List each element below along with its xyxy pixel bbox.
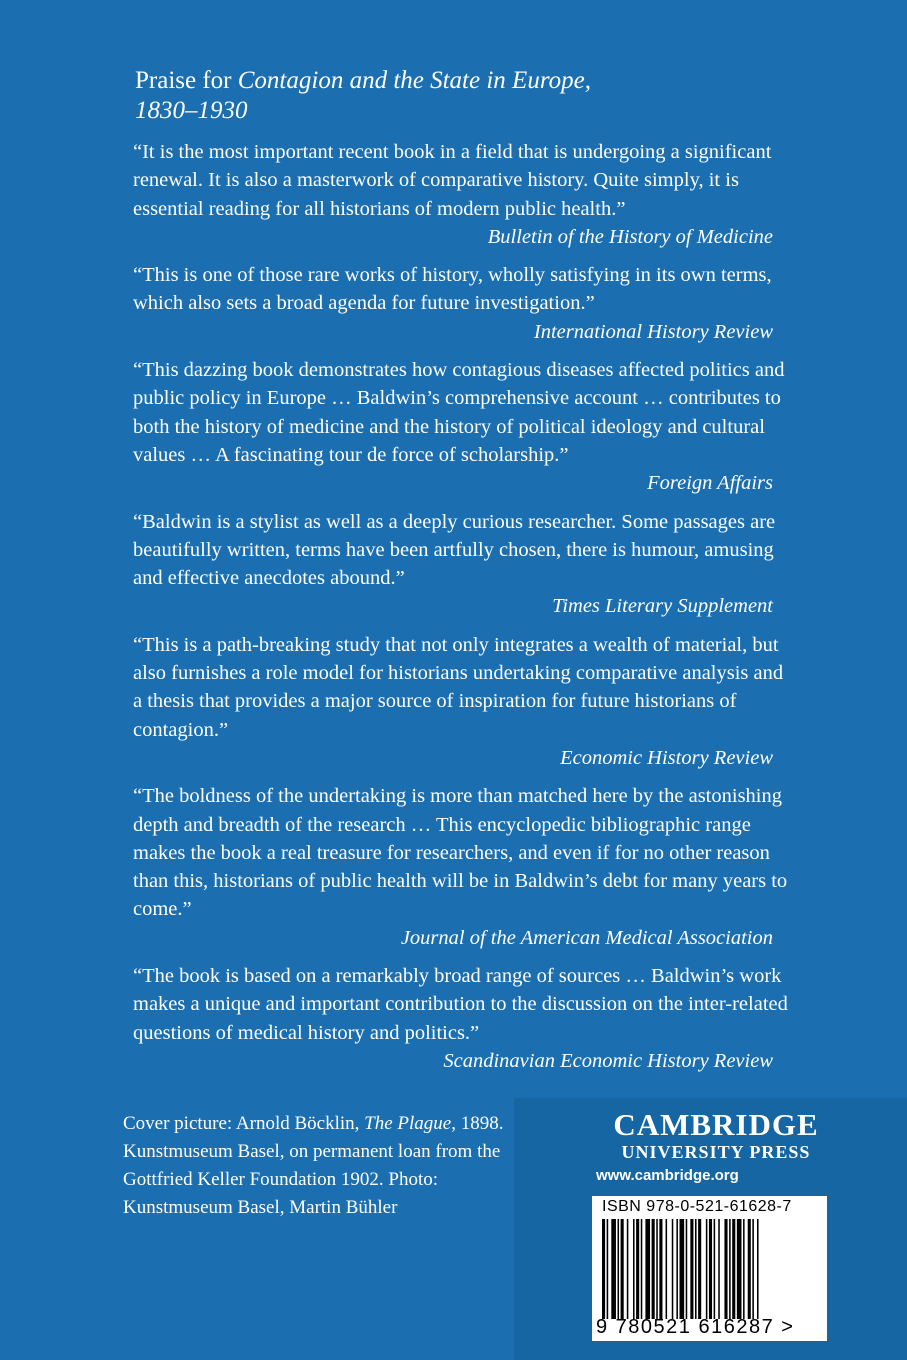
review-quote <box>133 962 793 1075</box>
barcode-bar <box>724 1219 727 1319</box>
barcode-bar <box>695 1219 697 1319</box>
quote-text: “Baldwin is a stylist as well as a deeply curious researcher. Some passages are beautifully written, terms have been artfully chosen, there is humour, amusing and effective anecdotes abound.” <box>133 510 776 590</box>
barcode-bar <box>698 1219 701 1319</box>
review-quote <box>133 261 793 346</box>
publisher-panel <box>514 1098 907 1360</box>
barcode-digits: 9 780521 616287 > <box>596 1316 795 1338</box>
barcode-bar <box>743 1219 745 1319</box>
publisher-subtitle: UNIVERSITY PRESS <box>621 1142 811 1162</box>
barcode-bar <box>729 1219 731 1319</box>
barcode-bar <box>732 1219 735 1319</box>
barcode-bars <box>602 1219 807 1319</box>
barcode-bar <box>611 1219 616 1319</box>
barcode-bar <box>602 1219 605 1319</box>
quote-text: “It is the most important recent book in a field that is undergoing a significant renewal. It is also a masterwork of comparative history. Quite simply, it is essential reading for all historians of modern public health.” <box>133 141 772 220</box>
barcode-bar <box>652 1219 655 1319</box>
publisher-url: www.cambridge.org <box>596 1167 739 1184</box>
cover-credit-prefix: Cover picture: Arnold Böcklin, <box>123 1113 365 1134</box>
barcode-bar <box>714 1219 716 1319</box>
quote-source: International History Review <box>533 320 773 343</box>
barcode-bar <box>748 1219 751 1319</box>
quote-text: “This is one of those rare works of history, wholly satisfying in its own terms, which also sets a broad agenda for future investigation.” <box>133 264 772 315</box>
isbn-label: ISBN 978-0-521-61628-7 <box>602 1198 792 1215</box>
praise-heading <box>135 66 795 126</box>
barcode-bar <box>686 1219 688 1319</box>
quote-source: Times Literary Supplement <box>552 595 773 618</box>
barcode-bar <box>627 1219 629 1319</box>
barcode-bar <box>636 1219 639 1319</box>
quote-source: Economic History Review <box>560 746 773 769</box>
barcode-bar <box>607 1219 609 1319</box>
barcode-bar <box>621 1219 624 1319</box>
publisher-name: CAMBRIDGE <box>613 1107 819 1142</box>
barcode-bar <box>718 1219 720 1319</box>
review-quote <box>133 508 793 621</box>
barcode-bar <box>666 1219 668 1319</box>
barcode-bar <box>672 1219 674 1319</box>
quote-source: Foreign Affairs <box>647 472 773 495</box>
barcode-bar <box>633 1219 635 1319</box>
quote-text: “This dazzing book demonstrates how contagious diseases affected politics and public policy in Europe … Baldwin’s comprehensive account … contributes to both the history of medicine and the history of political ideology and cultural values … A fascinating tour de force of scholarship.” <box>133 359 785 466</box>
barcode-bar <box>757 1219 759 1319</box>
review-quotes <box>133 138 793 1085</box>
quote-text: “The book is based on a remarkably broad range of sources … Baldwin’s work makes a unique and important contribution to the discussion on the inter-related questions of medical history and politics.” <box>133 965 788 1044</box>
barcode <box>592 1196 827 1341</box>
cover-credit-rest: , 1898. Kunstmuseum Basel, on permanent loan from the Gottfried Keller Foundation 1902. Photo: Kunstmuseum Basel, Martin Bühler <box>123 1113 504 1218</box>
quote-text: “The boldness of the undertaking is more than matched here by the astonishing depth and breadth of the research … This encyclopedic bibliographic range makes the book a real treasure for researchers, and even if for no other reason than this, historians of public health will be in Baldwin’s debt for many years to come.” <box>133 785 788 921</box>
barcode-bar <box>680 1219 685 1319</box>
quote-text: “This is a path-breaking study that not only integrates a wealth of material, but also furnishes a role model for historians undertaking comparative analysis and a thesis that provides a major source of inspiration for future historians of contagion.” <box>133 633 784 741</box>
barcode-bar <box>709 1219 712 1319</box>
barcode-bar <box>641 1219 643 1319</box>
review-quote <box>133 631 793 772</box>
barcode-bar <box>737 1219 742 1319</box>
review-quote <box>133 356 793 497</box>
cover-credit <box>123 1110 523 1222</box>
artwork-title: The Plague <box>364 1113 452 1134</box>
book-title-line1: Contagion and the State in Europe, <box>237 67 591 94</box>
quote-source: Journal of the American Medical Association <box>400 926 773 949</box>
barcode-bar <box>659 1219 662 1319</box>
review-quote <box>133 782 793 952</box>
barcode-bar <box>656 1219 658 1319</box>
barcode-bar <box>690 1219 693 1319</box>
barcode-bar <box>752 1219 754 1319</box>
barcode-bar <box>676 1219 678 1319</box>
review-quote <box>133 138 793 251</box>
praise-prefix: Praise for <box>135 67 238 94</box>
barcode-bar <box>645 1219 650 1319</box>
barcode-bar <box>618 1219 620 1319</box>
quote-source: Bulletin of the History of Medicine <box>487 225 773 248</box>
book-title-line2: 1830–1930 <box>135 97 248 124</box>
barcode-bar <box>706 1219 708 1319</box>
quote-source: Scandinavian Economic History Review <box>443 1049 773 1072</box>
